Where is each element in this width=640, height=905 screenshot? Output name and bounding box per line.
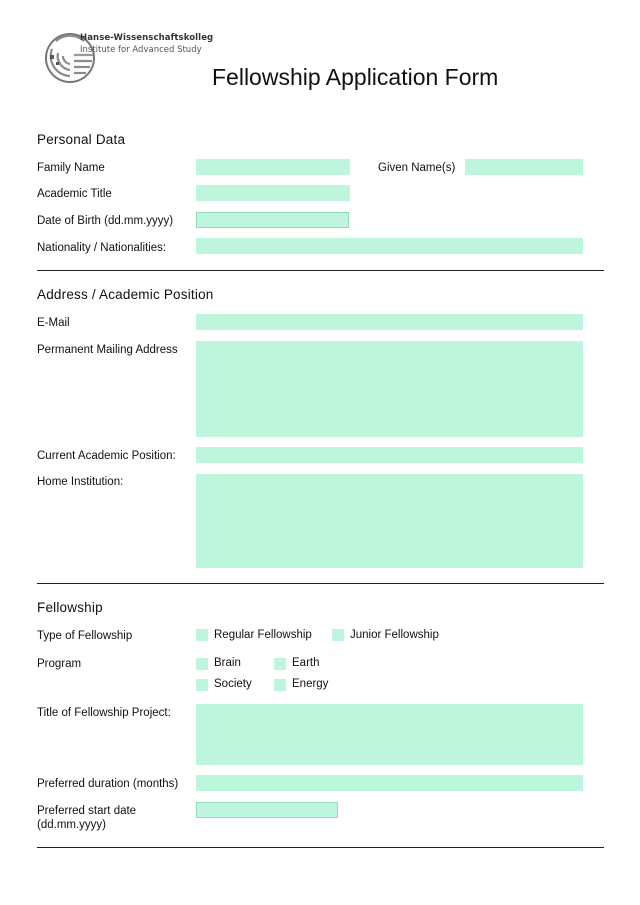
academic-position-field[interactable] (196, 447, 583, 463)
fellowship-type-label: Type of Fellowship (37, 630, 133, 642)
project-title-label: Title of Fellowship Project: (37, 707, 171, 719)
program-society-label: Society (214, 678, 252, 690)
start-date-field[interactable] (196, 802, 338, 818)
regular-fellowship-label: Regular Fellowship (214, 629, 312, 641)
given-names-field[interactable] (465, 159, 583, 175)
program-brain-label: Brain (214, 657, 241, 669)
academic-position-label: Current Academic Position: (37, 450, 176, 462)
program-society-checkbox[interactable] (196, 679, 208, 691)
dob-label: Date of Birth (dd.mm.yyyy) (37, 215, 174, 227)
program-label: Program (37, 658, 82, 670)
dob-field[interactable] (196, 212, 349, 228)
start-date-label-line1: Preferred start date (37, 805, 137, 817)
section-personal-data: Personal Data (37, 132, 126, 147)
email-label: E-Mail (37, 317, 70, 329)
form-title: Fellowship Application Form (212, 64, 499, 90)
divider (37, 270, 604, 271)
start-date-label-line2: (dd.mm.yyyy) (37, 819, 106, 831)
section-address: Address / Academic Position (37, 287, 214, 302)
program-energy-label: Energy (292, 678, 329, 690)
project-title-field[interactable] (196, 704, 583, 765)
duration-label: Preferred duration (months) (37, 778, 179, 790)
mailing-address-label: Permanent Mailing Address (37, 344, 178, 356)
junior-fellowship-checkbox[interactable] (332, 629, 344, 641)
duration-field[interactable] (196, 775, 583, 791)
regular-fellowship-checkbox[interactable] (196, 629, 208, 641)
logo-subtitle: Institute for Advanced Study (80, 45, 202, 55)
family-name-label: Family Name (37, 162, 105, 174)
academic-title-field[interactable] (196, 185, 350, 201)
program-brain-checkbox[interactable] (196, 658, 208, 670)
nationality-field[interactable] (196, 238, 583, 254)
logo-name: Hanse-Wissenschaftskolleg (80, 33, 214, 43)
start-date-label (37, 804, 136, 832)
program-energy-checkbox[interactable] (274, 679, 286, 691)
family-name-field[interactable] (196, 159, 350, 175)
program-earth-label: Earth (292, 657, 320, 669)
home-institution-field[interactable] (196, 474, 583, 568)
junior-fellowship-label: Junior Fellowship (350, 629, 439, 641)
divider (37, 847, 604, 848)
given-names-label: Given Name(s) (378, 162, 456, 174)
nationality-label: Nationality / Nationalities: (37, 242, 167, 254)
program-earth-checkbox[interactable] (274, 658, 286, 670)
home-institution-label: Home Institution: (37, 476, 124, 488)
mailing-address-field[interactable] (196, 341, 583, 437)
email-field[interactable] (196, 314, 583, 330)
divider (37, 583, 604, 584)
section-fellowship: Fellowship (37, 600, 103, 615)
academic-title-label: Academic Title (37, 188, 112, 200)
